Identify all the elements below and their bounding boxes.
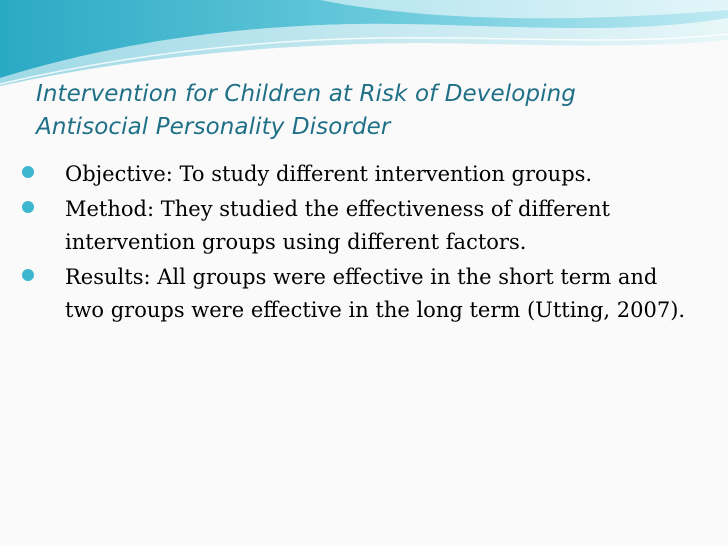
bullet-results (20, 261, 700, 327)
bullet-dot-icon (22, 166, 34, 178)
bullet-list (20, 158, 700, 329)
bullet-method (20, 193, 700, 259)
bullet-dot-icon (22, 201, 34, 213)
slide-title-line-2: Antisocial Personality Disorder (36, 114, 391, 140)
bullet-objective (20, 158, 700, 191)
bullet-text: Results: All groups were effective in the short term and two groups were effective in the long term (Utting, 2007). (65, 265, 686, 322)
wave-header-decoration (0, 0, 728, 90)
bullet-text: Objective: To study different intervention groups. (65, 162, 593, 186)
slide-title (36, 78, 696, 144)
bullet-text: Method: They studied the effectiveness of different intervention groups using different factors. (65, 197, 610, 254)
bullet-dot-icon (22, 269, 34, 281)
slide-title-line-1: Intervention for Children at Risk of Developing (36, 81, 576, 107)
